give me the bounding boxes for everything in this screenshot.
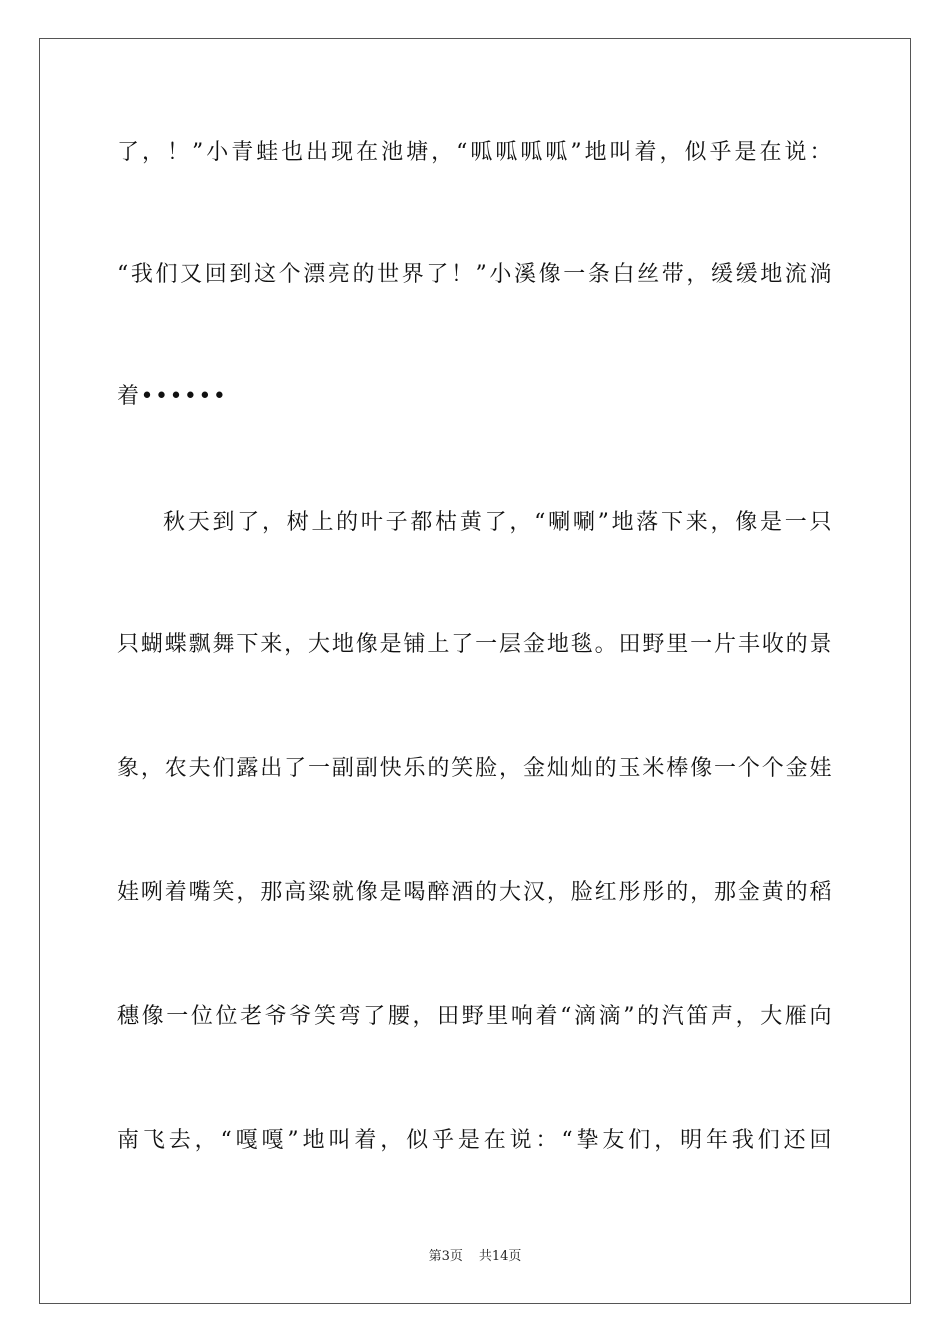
text-line-8: 穗像一位位老爷爷笑弯了腰，田野里响着“滴滴”的汽笛声，大雁向 — [117, 1004, 833, 1029]
text-line-9: 南飞去，“嘎嘎”地叫着，似乎是在说：“挚友们，明年我们还回 — [117, 1128, 833, 1153]
text-line-5: 只蝴蝶飘舞下来，大地像是铺上了一层金地毯。田野里一片丰收的景 — [117, 632, 833, 657]
text-line-6: 象，农夫们露出了一副副快乐的笑脸，金灿灿的玉米棒像一个个金娃 — [117, 756, 833, 781]
page-number: 第3页 — [428, 1249, 463, 1264]
page-frame — [39, 38, 911, 1304]
text-line-4: 秋天到了，树上的叶子都枯黄了，“唰唰”地落下来，像是一只 — [163, 510, 833, 535]
text-line-7: 娃咧着嘴笑，那高粱就像是喝醉酒的大汉，脸红彤彤的，那金黄的稻 — [117, 880, 833, 905]
page-total: 共14页 — [478, 1249, 522, 1264]
page-footer — [0, 1248, 950, 1266]
text-line-1: 了，！”小青蛙也出现在池塘，“呱呱呱呱”地叫着，似乎是在说： — [117, 140, 833, 165]
text-line-2: “我们又回到这个漂亮的世界了！”小溪像一条白丝带，缓缓地流淌 — [117, 262, 833, 287]
text-line-3: 着•••••• — [117, 384, 228, 409]
